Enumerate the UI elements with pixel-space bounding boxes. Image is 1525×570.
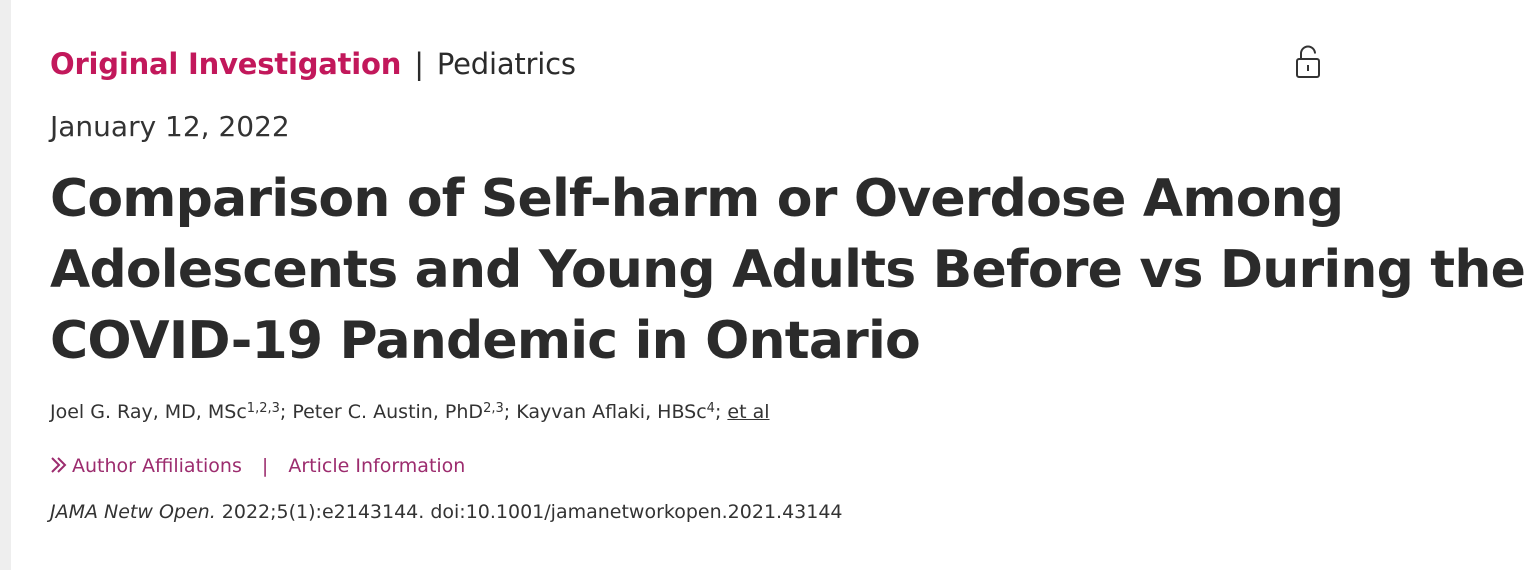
article-category (50, 44, 576, 84)
left-rail (0, 0, 11, 570)
publication-date: January 12, 2022 (50, 110, 290, 143)
author-affiliation-marks: 1,2,3 (246, 401, 280, 416)
author-affiliation-marks: 4 (706, 401, 715, 416)
author-name[interactable]: Kayvan Aflaki, HBSc (516, 401, 707, 423)
subcategory-label[interactable]: Pediatrics (436, 47, 576, 81)
author-affiliations-link[interactable] (50, 455, 248, 477)
citation (50, 496, 843, 528)
author-affiliation-marks: 2,3 (483, 401, 504, 416)
author-list (50, 396, 770, 428)
title-line: Adolescents and Young Adults Before vs During the (50, 240, 1525, 300)
author-separator: ; (503, 401, 517, 423)
author-separator: ; (714, 401, 728, 423)
title-line: COVID-19 Pandemic in Ontario (50, 311, 920, 371)
citation-details: 2022;5(1):e2143144. doi:10.1001/jamanetworkopen.2021.43144 (215, 501, 843, 523)
unlocked-padlock-icon[interactable] (1294, 44, 1322, 80)
article-information-link[interactable]: Article Information (288, 455, 466, 477)
article-title (50, 164, 1525, 377)
links-divider: | (261, 455, 269, 477)
author-affiliations-label: Author Affiliations (72, 455, 242, 477)
author-name[interactable]: Joel G. Ray, MD, MSc (50, 401, 247, 423)
category-separator: | (414, 47, 424, 81)
et-al-link[interactable]: et al (727, 401, 770, 423)
author-name[interactable]: Peter C. Austin, PhD (292, 401, 484, 423)
double-chevron-right-icon (50, 453, 68, 471)
article-links (50, 451, 465, 481)
author-separator: ; (279, 401, 293, 423)
citation-journal: JAMA Netw Open. (50, 501, 216, 523)
category-label[interactable]: Original Investigation (50, 47, 402, 81)
title-line: Comparison of Self-harm or Overdose Among (50, 169, 1344, 229)
